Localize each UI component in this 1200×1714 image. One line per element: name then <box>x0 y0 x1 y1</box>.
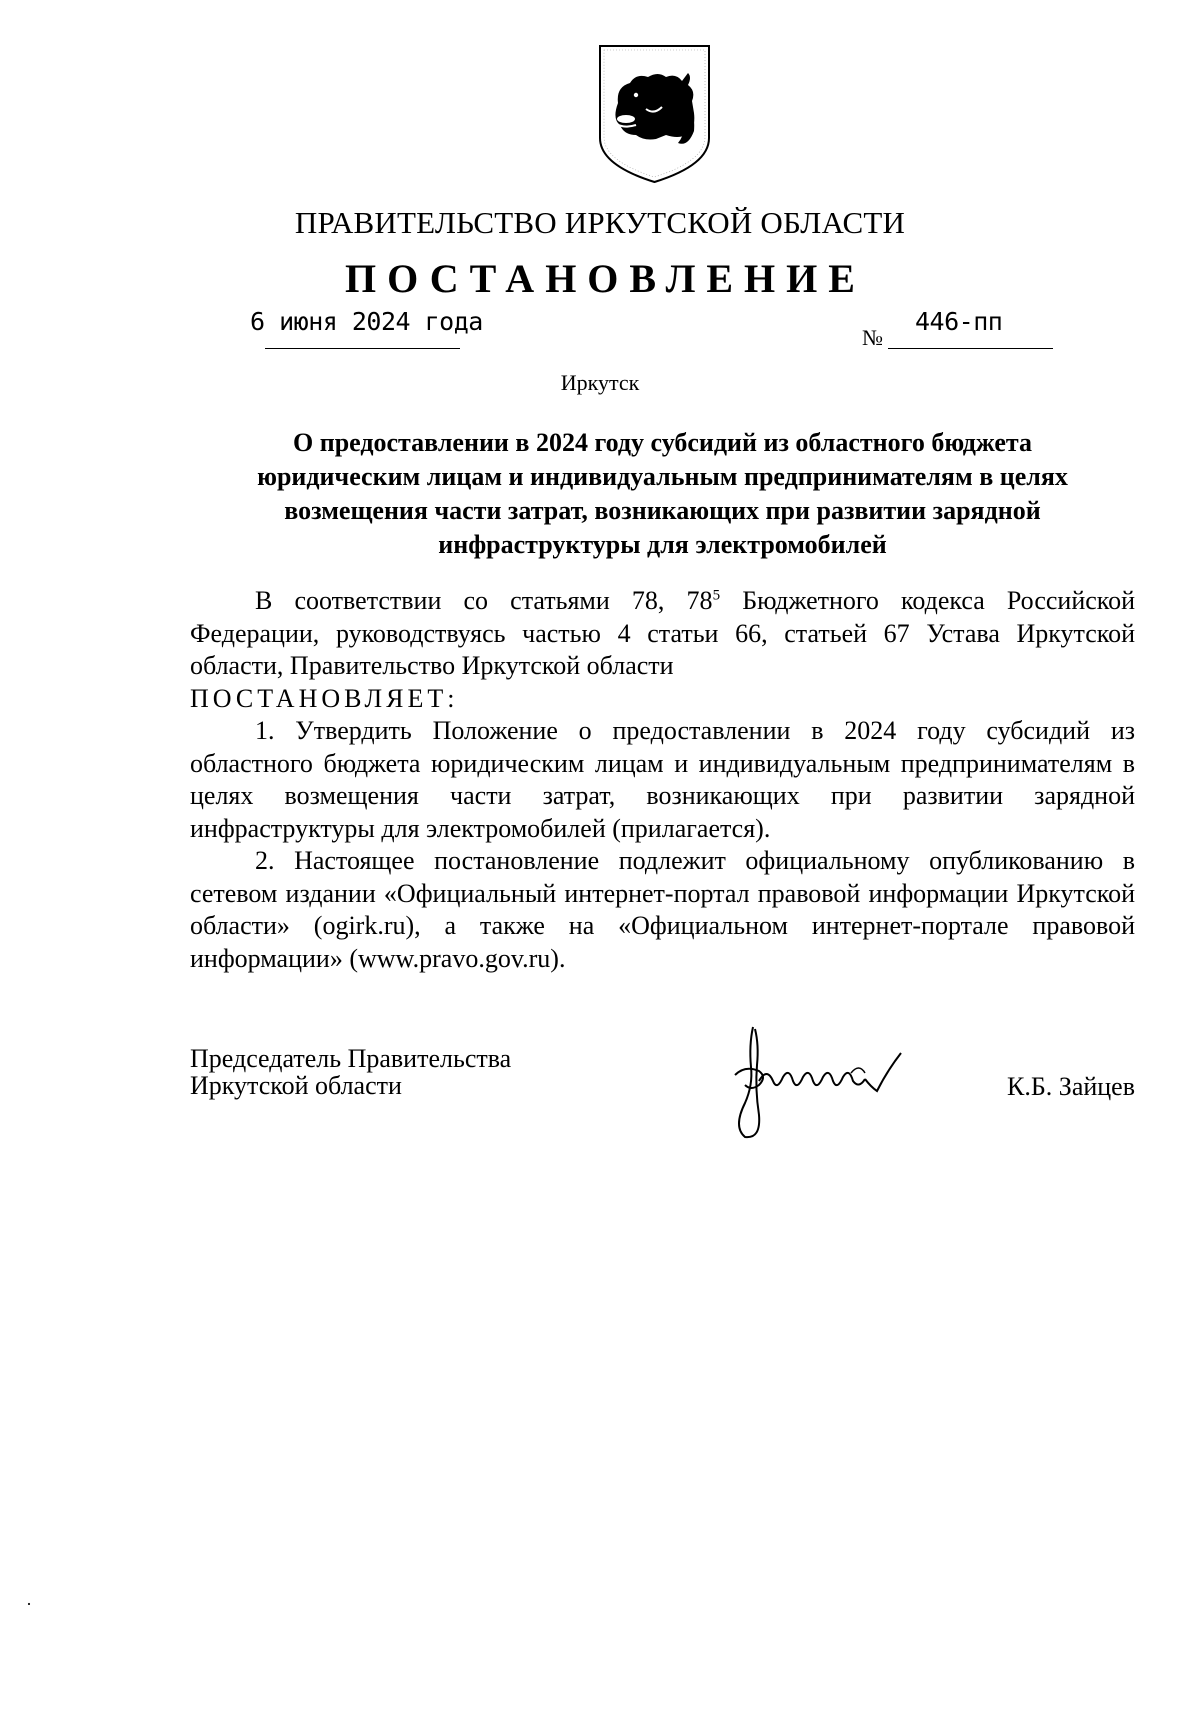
number-sign: № <box>862 325 883 350</box>
signer-position <box>190 1045 511 1099</box>
government-title: ПРАВИТЕЛЬСТВО ИРКУТСКОЙ ОБЛАСТИ <box>294 205 906 240</box>
irkutsk-coat-of-arms-icon <box>596 43 713 185</box>
document-body <box>190 585 1135 975</box>
clause-2: 2. Настоящее постановление подлежит официальному опубликованию в сетевом издании «Официальный интернет-портал правовой информации Иркутской области» (ogirk.ru), а также на «Официальном интернет-портале правовой информации» (www.pravo.gov.ru). <box>190 846 1135 973</box>
subject-line: инфраструктуры для электромобилей <box>438 530 887 559</box>
signer-position-line: Председатель Правительства <box>190 1044 512 1073</box>
signer-position-line: Иркутской области <box>190 1071 402 1100</box>
preamble-paragraph <box>190 585 1135 683</box>
margin-mark: · <box>26 1594 32 1614</box>
document-subject <box>190 426 1135 562</box>
document-number: 446-пп <box>915 307 1003 336</box>
preamble-text-continued: Бюджетного кодекса Российской Федерации, руководствуясь частью 4 статьи 66, статьей 67 Устава Иркутской области, Правительство Иркутской области <box>190 586 1135 680</box>
article-superscript: 5 <box>712 587 721 604</box>
preamble-text: В соответствии со статьями 78, 78 <box>255 586 713 615</box>
clause-1: 1. Утвердить Положение о предоставлении в 2024 году субсидий из областного бюджета юридическим лицам и индивидуальным предпринимателям в целях возмещения части затрат, возникающих при развитии зарядной инфраструктуры для электромобилей (прилагается). <box>190 716 1135 843</box>
document-date: 6 июня 2024 года <box>250 307 483 336</box>
date-underline <box>265 348 460 349</box>
document-type-title: ПОСТАНОВЛЕНИЕ <box>345 256 866 301</box>
city-name: Иркутск <box>560 370 640 395</box>
handwritten-signature-icon <box>715 1015 935 1140</box>
subject-line: возмещения части затрат, возникающих при развитии зарядной <box>284 496 1041 525</box>
resolves-heading: ПОСТАНОВЛЯЕТ: <box>190 683 459 713</box>
number-underline <box>888 348 1053 349</box>
subject-line: О предоставлении в 2024 году субсидий из областного бюджета <box>293 428 1032 457</box>
signer-name: К.Б. Зайцев <box>1007 1072 1135 1101</box>
subject-line: юридическим лицам и индивидуальным предпринимателям в целях <box>257 462 1068 491</box>
